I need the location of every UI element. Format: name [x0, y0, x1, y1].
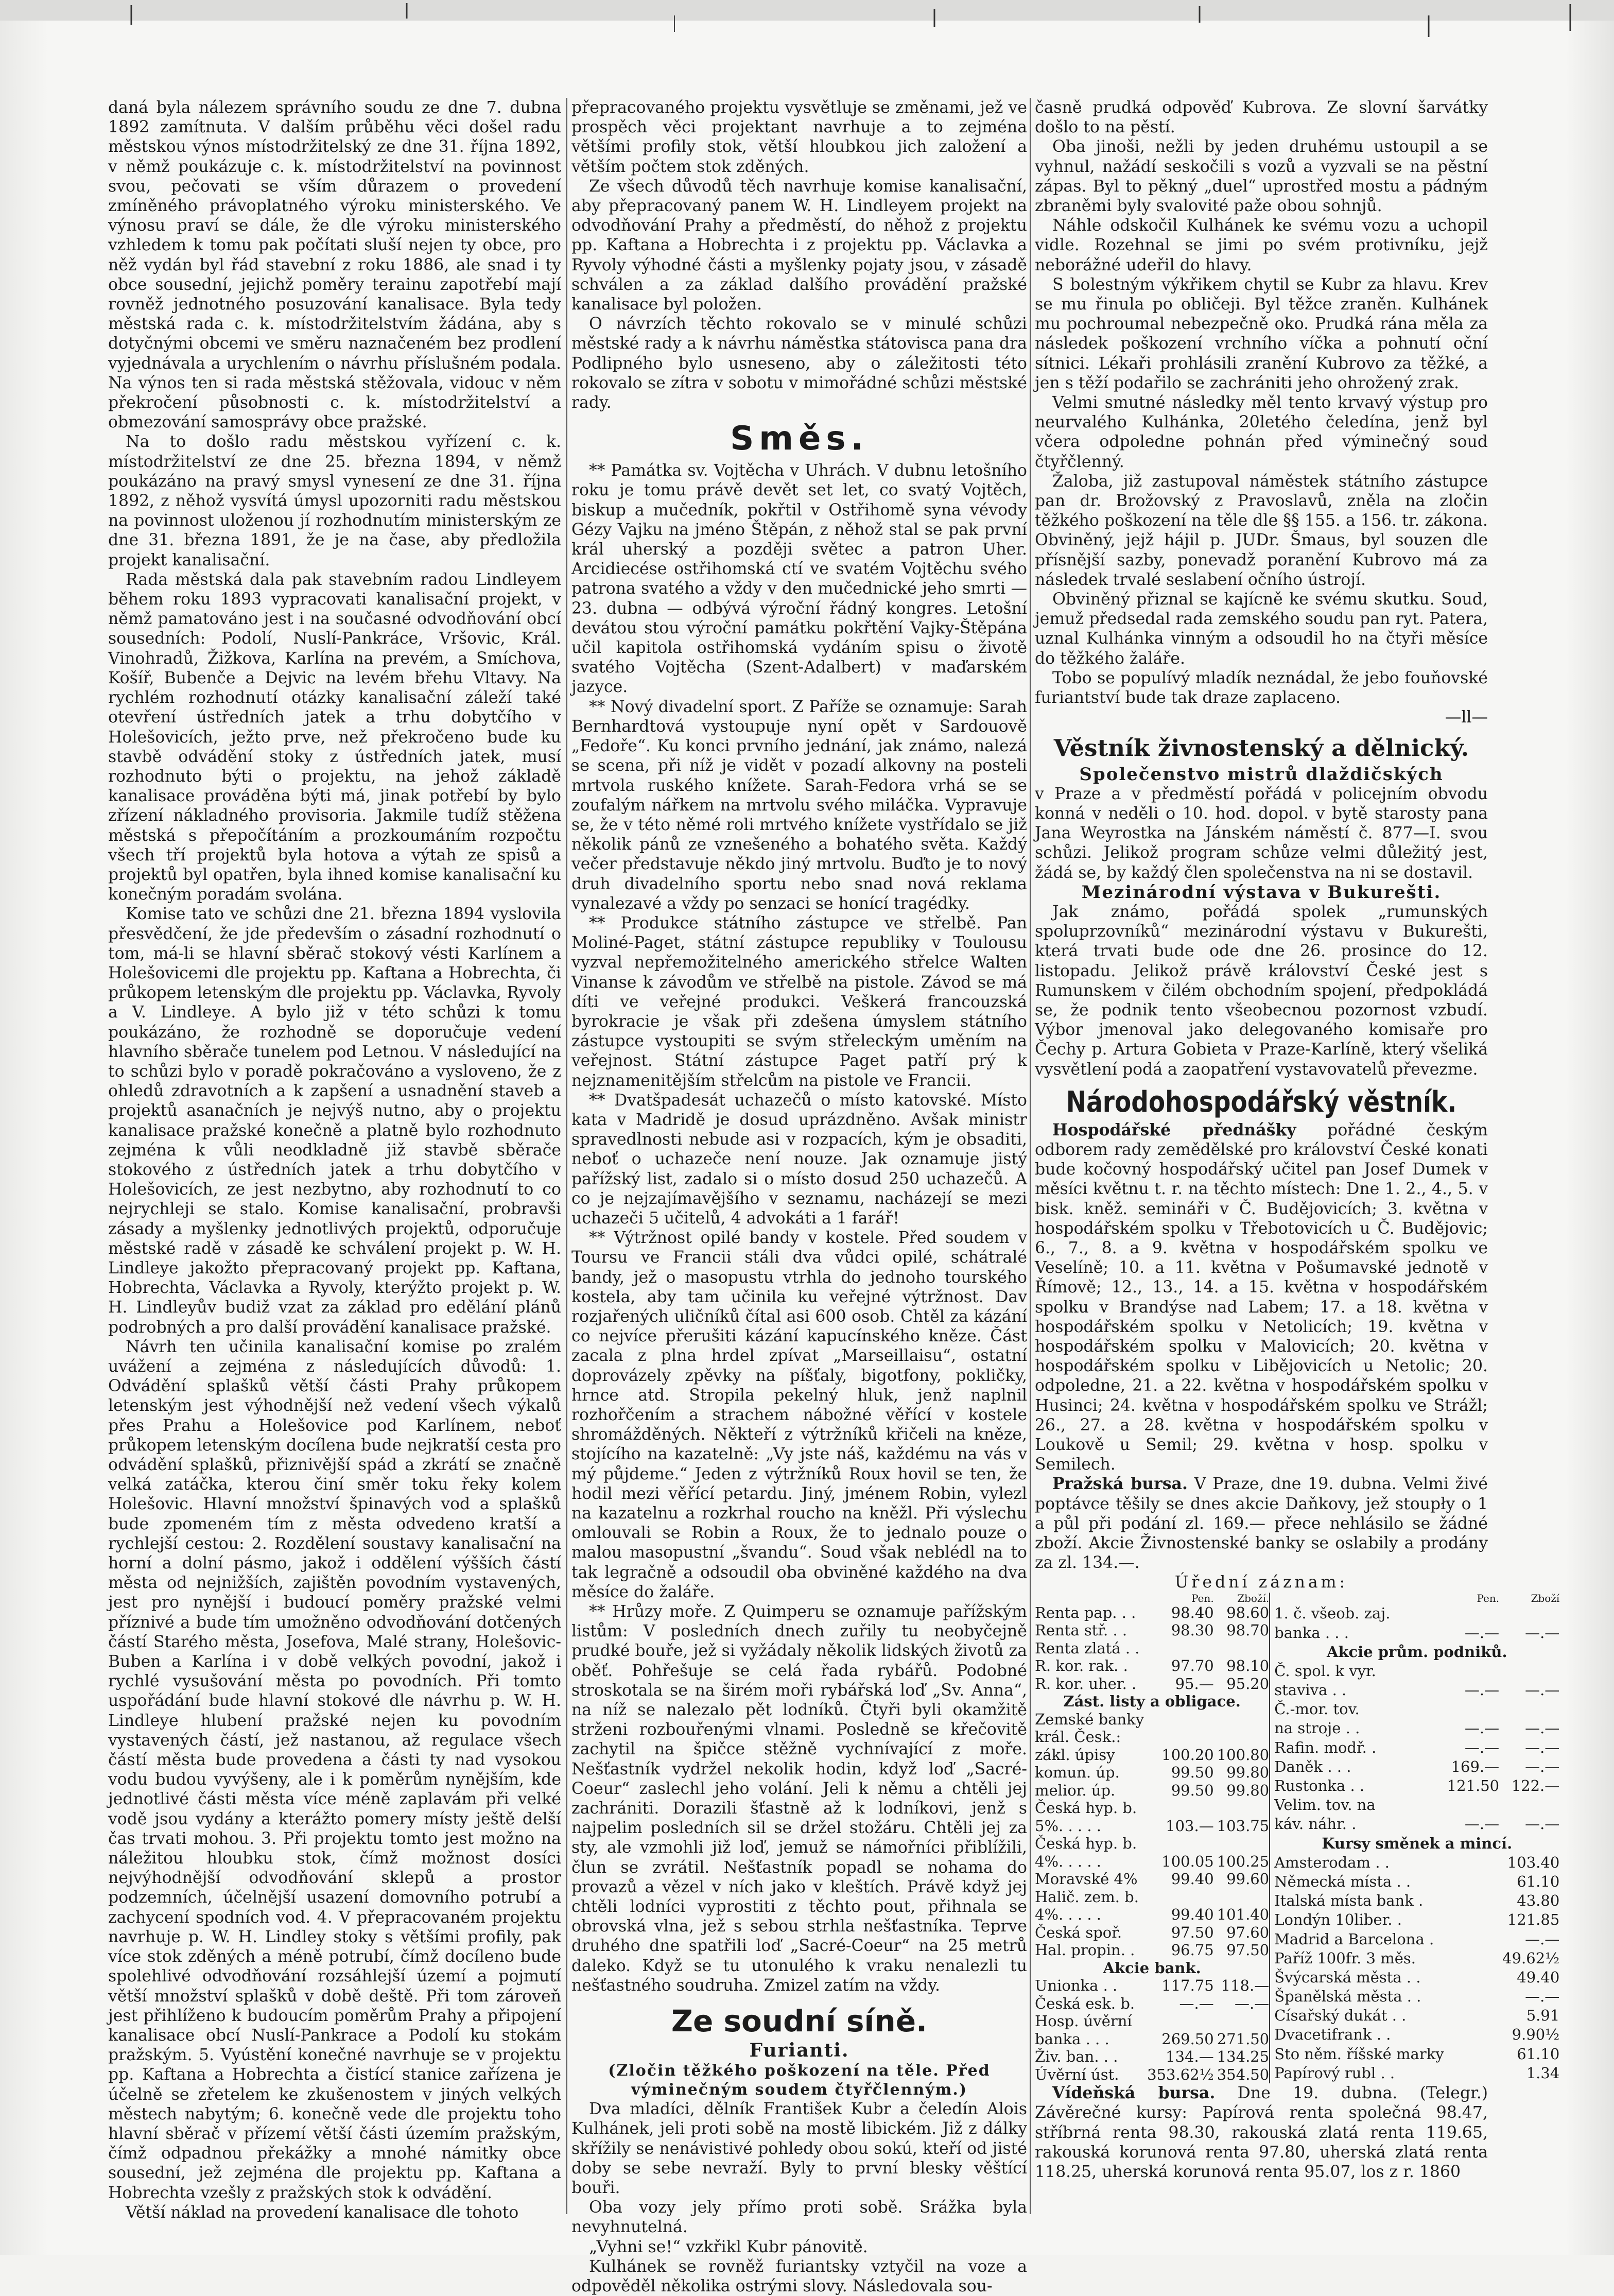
table-value-cell [1444, 1700, 1499, 1719]
table-label-cell: Živ. ban. . . [1035, 2048, 1118, 2066]
table-label-cell: R. kor. uher. . [1035, 1674, 1137, 1693]
table-value-cell: 98.30 [1171, 1621, 1214, 1639]
news-item: ** Výtržnost opilé bandy v kostele. Před soudem v Toursu ve Francii stáli dva vůdci opilé, schátralé bandy, jež o masopustu vtrhla do jednoho tourského kostela, aby tam učinila ku veřejné výtržnost. Dav rozjařených uličníků čítal asi 600 osob. Chtěl za kázání co nejvíce přerušiti kázání kapucínského kněze. Část zacala z plna hrdel zpívat „Marseillaisu“, ostatní doprovázely zpěvky na píšťaly, bigotfony, pokličky, hrnce atd. Stropila pekelný hluk, jenž naplnil rozhořčením a strachem nábožné věřící v kostele shromážděných. Někteří z výtržníků křičeli na kněze, stojícího na kazatelně: „Vy jste náš, každému na vás v mý půjdeme.“ Jeden z výtržníků Roux hovil se ten, že hodil mezi věřící petardu. Jiný, jménem Robin, vylezl na kazatelnu a rozkrhal roucho na kněžl. Při výslechu omlouvali se Robin a Roux, že to jednalo pouze o malou masopustní „švandu“. Soud však neblédl na to tak legračně a odsoudil oba obviněné každého na dva měsíce do žaláře. [571, 1229, 1027, 1601]
table-label-cell: Madrid a Barcelona . [1270, 1930, 1444, 1949]
scan-edge-marks [0, 0, 1614, 72]
column-1 [108, 98, 561, 2222]
table-row [1035, 2030, 1269, 2048]
table-value-cell: 99.40 [1171, 1906, 1214, 1924]
paragraph: časně prudká odpověď Kubrova. Ze slovní šarvátky došlo to na pěstí. [1035, 98, 1488, 137]
table-value-cell: 1.34 [1526, 2064, 1560, 2082]
table-row [1035, 1888, 1269, 1906]
table-label-cell: Rustonka . . [1270, 1777, 1444, 1796]
table-row [1270, 1949, 1559, 1969]
table-label-cell: Česká hyp. b. [1035, 1835, 1137, 1853]
table-value-cell: 61.10 [1517, 2045, 1560, 2063]
table-value-cell: —.— [1525, 1988, 1560, 2006]
table-label-cell: Zemské banky [1035, 1710, 1144, 1728]
table-value-cell: 134.25 [1217, 2048, 1270, 2066]
table-row [1270, 1815, 1559, 1834]
table-row [1035, 1621, 1269, 1639]
table-label-cell: Německá místa . . [1270, 1873, 1444, 1892]
table-row [1270, 1930, 1559, 1949]
table-value-cell: 100.25 [1217, 1852, 1270, 1870]
column-rule [1030, 98, 1031, 2214]
table-label-cell: Dvacetifrank . . [1270, 2026, 1444, 2045]
paragraph: Na to došlo radu městskou vyřízení c. k. místodržitelství ze dne 25. března 1894, v němž poukázáno na pravý smysl vynesení ze dne 31. října 1892, z něhož vysvítá úmysl upozorniti radu městskou na povinnost uloženou jí rozhodnutím ministerským ze dne 31. března 1891, že je na čase, aby předložila projekt kanalisační. [108, 433, 561, 569]
table-label-cell: staviva . . [1270, 1681, 1444, 1700]
table-row [1035, 1728, 1269, 1746]
column-rule [566, 98, 567, 2214]
table-row [1270, 1662, 1559, 1681]
table-label-cell: Renta pap. . . [1035, 1603, 1136, 1621]
article-subtitle: (Zločin těžkého poškození na těle. Před výminečným soudem čtyřčlenným.) [608, 2062, 991, 2099]
paragraph: Oba jinoši, nežli by jeden druhému ustoupil a se vyhnul, nažádí seskočili s vozů a vyzvali se na pěstní zápas. Byl to pěkný „duel“ uprostřed mostu a pádným zbraněmi byly svalovité paže obou sohnjů. [1035, 137, 1488, 216]
table-value-cell: 9.90½ [1512, 2026, 1560, 2044]
table-value-cell: —.— [1525, 1757, 1560, 1775]
table-row [1270, 1700, 1559, 1719]
table-label-cell: Česká esk. b. [1035, 1994, 1135, 2012]
table-row [1270, 1911, 1559, 1930]
table-row [1270, 1681, 1559, 1700]
table-value-cell: 49.40 [1517, 1968, 1560, 1986]
table-value-cell [1444, 1988, 1499, 2007]
table-row [1035, 1853, 1269, 1871]
table-label-cell: Renta stř. . . [1035, 1621, 1127, 1639]
table-value-cell: 95.— [1175, 1674, 1214, 1693]
table-label-cell: Č. spol. k vyr. [1270, 1662, 1444, 1681]
table-value-cell: 97.50 [1171, 1923, 1214, 1941]
price-table-left [1035, 1593, 1269, 2084]
table-value-cell: 61.10 [1517, 1872, 1560, 1890]
table-label-cell: 5%. . . . . [1035, 1817, 1101, 1835]
table-label-cell: Halič. zem. b. [1035, 1888, 1139, 1906]
table-value-cell: 98.70 [1226, 1621, 1270, 1639]
table-value-cell: 43.80 [1517, 1892, 1560, 1910]
author-signature: —ll— [1445, 708, 1488, 727]
table-title: Úřední záznam: [1174, 1573, 1348, 1592]
table-value-cell: 97.70 [1171, 1657, 1214, 1675]
table-row [1270, 1758, 1559, 1777]
paragraph: Návrh ten učinila kanalisační komise po zralém uvážení a zejména z následujících důvodů: 1. Odvádění splašků větší části Prahy průkopem letenským jest výhodnější než vedení všech výkalů přes Prahu a Holešovice pod Karlínem, neboť průkopem letenským docílena bude nejkratší cesta pro odvádění splašků, přiznivější spád a zkrátí se značně velká zatáčka, kterou činí směr toku řeky kolem Holešovic. Hlavní množství špinavých vod a splašků bude zpomeném tím z města odvedeno kratší a rychlejší cestou: 2. Rozdělení soustavy kanalisační na horní a dolní pásmo, jakož i oddělení výšších částí města od nejnižších, zajištěn povodním vystavených, jest pro nynější i budoucí poměry pražské velmi příznivé a bude tím umožněno odvodňování dotčených částí Starého města, Josefova, Malé strany, Holešovic-Buben a Karlína i v době velkých povodní, jakož i rychlé vysušování města po povodních. Při tomto uspořádání bude hlavní stokové dle návrhu p. W. H. Lindleye hlubení pražské nejen ku povodním vystavených částí, jež nastanou, až regulace všech částí města bude provedena a části ty nad vysokou vodu budou vyvýšeny, ale i k poměrům nynějším, kde jednotlivé části města více méně zaplavám při velké vodě jsou vydány a kterážto pomery místy ještě delší čas trvati mohou. 3. Při projektu tomto jest možno na náležitou hloubku stok, čímž možnost dosíci nejvýhodnější odvodňování sklepů a prostor podzemních, účelnější usazení domovního potrubí a zachycení spodních vod. 4. V přepracovaném projektu navrhuje p. W. H. Lindley stoky s většími profily, pak více stok zděných a méně potrubí, čímž docíleno bude spolehlivé odvodňování rozsáhlejší území a pojmutí větší množství splašků v době deště. Při tom zároveň jest přihlíženo k budoucím poměrům Prahy a připojení kanalisace obcí Nuslí-Pankrace a Podolí ku stokám pražským. 5. Vyústění konečné navrhuje se v projektu pp. Kaftana a Hobrechta a čistící stanice zařízena je účelně se zřetelem ke zkušenostem v jiných velkých městech nabytým; 6. konečně vede dle projektu toho hlavní sběrač v přízemí větší části územím pražským, čímž odpadnou překážky a mnohé námitky obce sousední, jež zejména dle projektu pp. Kaftana a Hobrechta vzešly z pražských stok k odvádění. [108, 1337, 561, 2202]
news-item: ** Hrůzy moře. Z Quimperu se oznamuje pařížským listům: V posledních dnech zuřily tu neobyčejně prudké bouře, jež si vyžádaly několik lidských životů za oběť. Pohřešuje se celá řada rybářů. Podobné stroskotala se na širém moři rybářská loď „Sv. Anna“, na níž se nalezalo pět lodníků. Čtyři byli okamžitě strženi rozbouřenými vlnami. Posledně se křečovitě zachytil na špičce stěžně vychnívající z moře. Nešťastník vydržel nekolik hodin, když loď „Sacré-Coeur“ zaslechl jeho volání. Jeli k němu a chtěli jej zachrániti. Dorazili šťastně až k lodníkovi, jenž s najpelim posledních sil se držel stožáru. Chtěli jej za sty, ale vzmohli již loď, jemuž se námořníci přiblížili, člun se zvrátil. Nešťastník popadl se nohama do provazů a vězel v ních jako v kleštích. Právě když jej chtěli lodníci vyprostiti z těchto pout, přihnala se obrovská vlna, jež s sebou strhla nešťastníka. Teprve druhého dne spatřili loď „Sacré-Coeur“ na 25 metrů daleko. Když se tu utonulého k vraku nenalezli tu nešťastného soudruha. Zmizel zatím na vždy. [571, 1602, 1027, 1995]
table-value-cell [1144, 1888, 1214, 1906]
table-value-cell [1144, 1835, 1214, 1853]
table-value-cell [1444, 2026, 1499, 2045]
table-label-cell: 1. č. všeob. zaj. [1270, 1604, 1444, 1624]
table-row [1270, 1988, 1559, 2007]
section-heading-soud: Ze soudní síně. [671, 2004, 928, 2039]
table-label-cell: Císařský dukát . . [1270, 2007, 1444, 2026]
table-label-cell: Renta zlatá . . [1035, 1639, 1140, 1657]
table-row [1035, 1959, 1269, 1977]
table-value-cell: 118.— [1221, 1977, 1270, 1995]
table-row [1035, 2012, 1269, 2030]
table-row [1035, 1799, 1269, 1817]
paragraph: Komise tato ve schůzi dne 21. března 1894 vyslovila přesvědčení, že jde především o zásadní rozhodnutí o tom, má-li se hlavní sběrač stokový vésti Karlínem a Holešovicemi dle projektu pp. Kaftana a Hobrechta, či průkopem letenským dle projektu pp. Václavka, Ryvoly a V. Lindleye. A bylo již v této schůzi k tomu poukázáno, že rozhodně se doporučuje vedení hlavního sběrače tunelem pod Letnou. V následující na to schůzi bylo v poradě pokračováno a vysloveno, že z ohledů zdravotních a k zapšení a usnadnění staveb a projektů asanačních je nejvýš nutno, aby o projektu kanalisace pražské konečně a platně bylo rozhodnuto zejména k vůli neodkladně již stavbě sběrače stokového z ústředních jatek a trhu dobytčího v Holešovicích, ze jest nezbytno, aby rozhodnutí to co nejrychleji se stalo. Komise kanalisační, probravši zásady a myšlenky jednotlivých projektů, odporučuje městské radě v zásadě ke schválení projekt p. W. H. Lindleye jakožto přepracovaný projekt pp. Kaftana, Hobrechta, Václavka a Ryvoly, kterýžto projekt p. W. H. Lindleyův budiž vzat za základ pro edělání plánů podrobných a pro další provádění kanalisace pražské. [108, 905, 561, 1337]
table-row [1035, 1817, 1269, 1835]
table-row [1035, 1764, 1269, 1782]
table-value-cell: 98.60 [1226, 1603, 1270, 1621]
table-row [1035, 1782, 1269, 1800]
table-row [1270, 1796, 1559, 1815]
table-value-cell [1144, 1728, 1214, 1746]
table-row [1270, 1854, 1559, 1873]
table-value-cell: 99.60 [1226, 1870, 1270, 1888]
table-value-cell [1214, 1728, 1269, 1746]
table-label-cell: Hal. propin. . [1035, 1941, 1135, 1959]
table-section-label: Zást. listy a obligace. [1063, 1693, 1241, 1711]
table-value-cell [1499, 1604, 1559, 1624]
table-value-cell: —.— [1525, 1719, 1560, 1737]
table-label-cell: banka . . . [1270, 1624, 1444, 1643]
table-value-cell [1144, 2012, 1214, 2030]
table-value-cell [1444, 1930, 1499, 1949]
table-row [1035, 1924, 1269, 1942]
table-value-cell: 100.80 [1217, 1746, 1270, 1764]
paragraph: Velmi smutné následky měl tento krvavý výstup pro neurvalého Kulhánka, 20letého čeledína, jenž byl včera odpoledne pohnán před výminečný soud čtyřčlenný. [1035, 393, 1488, 471]
table-value-cell: 100.20 [1161, 1746, 1214, 1764]
table-label-cell: Č.-mor. tov. [1270, 1700, 1444, 1719]
paragraph: Dva mladíci, dělník František Kubr a čeledín Alois Kulhánek, jeli proti sobě na mostě libickém. Již z dálky skřížily se nenávistivé pohledy obou sokú, kteří od jisté doby se sebe nevraží. Byly to první blesky věštící bouři. [571, 2100, 1027, 2197]
table-section-label: Akcie prům. podniků. [1270, 1643, 1559, 1662]
table-label-cell: Papírový rubl . . [1270, 2064, 1444, 2083]
table-label-cell: Úvěrní úst. [1035, 2065, 1119, 2083]
paragraph: v Praze a v předměstí pořádá v policejním obvodu konná v neděli o 10. hod. dopol. v bytě starosty pana Jana Weyrostka na Jánském náměstí č. 877—I. svou schůzi. Jelikož program schůze velmi důležitý jest, žádá se, by každý člen společenstva na ni se dostavil. [1035, 784, 1488, 882]
table-value-cell: 97.60 [1226, 1923, 1270, 1941]
table-value-cell [1214, 1888, 1269, 1906]
news-item: ** Produkce státního zástupce ve střelbě. Pan Moliné-Paget, státní zástupce republiky v Toulousu vyzval nepřemožitelného amerického střelce Walten Vinanse k závodům ve střelbě na pistole. Závod se má díti ve veřejné produkci. Veškerá francouzská byrokracie je však při zdešena úmyslem státního zástupce vystoupiti se svým střeleckým uměním na veřejnost. Státní zástupce Paget patří prý k nejznamenitějším střelcům na pistole ve Francii. [571, 913, 1027, 1090]
table-value-cell [1214, 1799, 1269, 1817]
table-value-cell [1444, 1969, 1499, 1988]
table-value-cell: 103.— [1166, 1817, 1214, 1835]
table-value-cell: 100.05 [1161, 1852, 1214, 1870]
paragraph: „Vyhni se!“ vzkřikl Kubr pánovitě. [589, 2237, 868, 2256]
table-label-cell: na stroje . . [1270, 1719, 1444, 1738]
table-value-cell [1444, 2064, 1499, 2083]
table-row [1035, 1870, 1269, 1888]
table-label-cell: zákl. úpisy [1035, 1746, 1115, 1764]
table-row [1035, 1977, 1269, 1995]
paragraph: Náhle odskočil Kulhánek ke svému vozu a uchopil vidle. Rozehnal se jimi po svém protivníku, jejž neborážné udeřil do hlavy. [1035, 216, 1488, 274]
table-label-cell: král. Česk.: [1035, 1728, 1121, 1746]
table-value-cell: —.— [1464, 1815, 1500, 1833]
table-value-cell: 99.80 [1226, 1781, 1270, 1799]
table-value-cell: —.— [1525, 1815, 1560, 1833]
table-value-cell [1144, 1799, 1214, 1817]
table-value-cell [1499, 1662, 1559, 1681]
article-title: Furianti. [749, 2040, 849, 2062]
paragraph: Kulhánek se rovněž furiantsky vztyčil na voze a odpověděl několika ostrými slovy. Následovala sou- [571, 2257, 1027, 2295]
table-row [1035, 1639, 1269, 1658]
table-section-label: Akcie bank. [1103, 1959, 1201, 1977]
table-row [1270, 2026, 1559, 2045]
table-label-cell: Španělská města . . [1270, 1988, 1444, 2007]
paragraph: Tobo se populívý mladík neznádal, že jebo fouňovské furiantství bude tak draze zaplaceno. [1035, 668, 1488, 707]
table-value-cell: 99.40 [1171, 1870, 1214, 1888]
table-row [1035, 2048, 1269, 2066]
news-item: ** Dvatšpadesát uchazečů o místo katovské. Místo kata v Madridě je dosud uprázdněno. Avšak ministr spravedlnosti nebude asi v rozpacích, kým je obsaditi, neboť o uchazeče není nouze. Jak oznamuje jistý pařížský list, zadalo si o místo dosud 250 uchazečů. A co je nejzajímavějšího v seznamu, nacházejí se mezi uchazeči 5 učitelů, 4 advokáti a 1 farář! [571, 1091, 1027, 1228]
price-tables [1035, 1592, 1560, 2084]
table-label-cell: Česká hyp. b. [1035, 1799, 1137, 1817]
table-value-cell [1444, 1873, 1499, 1892]
price-table-right [1269, 1593, 1559, 2084]
table-value-cell: 5.91 [1526, 2007, 1560, 2025]
lead-title: Pražská bursa. [1052, 1474, 1188, 1494]
table-value-cell: —.— [1464, 1738, 1500, 1756]
paragraph: přepracovaného projektu vysvětluje se změnami, jež ve prospěch věci projektant navrhuje a to zejména většími profily stok, větší hloubkou jich založení a větším počtem stok zděných. [571, 98, 1027, 176]
table-row [1270, 2045, 1559, 2064]
table-value-cell [1444, 1911, 1499, 1930]
table-value-cell: 354.50 [1217, 2065, 1270, 2083]
table-row [1270, 1892, 1559, 1911]
table-row [1270, 1739, 1559, 1758]
paragraph: Oba vozy jely přímo proti sobě. Srážka byla nevyhnutelná. [571, 2198, 1027, 2237]
table-value-cell [1499, 1700, 1559, 1719]
notice-title: Společenstvo mistrů dlaždičských [1079, 764, 1444, 785]
table-value-cell [1444, 2007, 1499, 2026]
table-header-cell: Zboží [1531, 1592, 1560, 1604]
lead-title: Hospodářské přednášky [1052, 1120, 1296, 1140]
paragraph: Obviněný přiznal se kajícně ke svému skutku. Soud, jemuž předsedal rada zemského soudu pan ryt. Patera, uznal Kulhánka vinným a odsoudil ho na čtyři měsíce do těžkého žaláře. [1035, 590, 1488, 668]
table-label-cell: Unionka . . [1035, 1977, 1118, 1995]
paragraph: S bolestným výkřikem chytil se Kubr za hlavu. Krev se mu řinula po obličeji. Byl těžce zraněn. Kulhánek mu pochroumal nebezpečně oko. Prudká rána měla za následek poškození vrchního víčka a pohnutí oční sítnici. Lékaři prohlásili zranění Kubrovo za těžké, a jen s těží podařilo se zachrániti jeho ohrožený zrak. [1035, 275, 1488, 392]
table-label-cell: 4%. . . . . [1035, 1906, 1101, 1924]
table-value-cell [1444, 1604, 1499, 1624]
table-value-cell: 49.62½ [1502, 1949, 1560, 1967]
paragraph: V Praze, dne 19. dubna. Velmi živé poptávce těšily se dnes akcie Daňkovy, jež stoupły o 1 a půl při podání zl. 169.— přece nehlásilo se žádné zboží. Akcie Živnostenské banky se oslabily a prodány za zl. 134.—. [1035, 1475, 1488, 1573]
paragraph: Ze všech důvodů těch navrhuje komise kanalisační, aby přepracovaný panem W. H. Lindleyem projekt na odvodňování Prahy a předměstí, do něhož z projektu pp. Kaftana a Hobrechta i z projektu pp. Václavka a Ryvoly výhodné části a myšlenky pojaty jsou, v zásadě schválen a za základ dalšího provádění pražské kanalisace byl položen. [571, 177, 1027, 314]
paragraph: Žaloba, již zastupoval náměstek státního zástupce pan dr. Brožovský z Pravoslavů, zněla na zločin těžkého poškození na těle dle §§ 155. a 156. tr. zákona. Obviněný, jejž hájil p. JUDr. Šmaus, byl souzen dle přísnější sazby, ponevadž poranění Kubrovo má za následek trvalé seslabení očního ústrojí. [1035, 472, 1488, 589]
table-row [1035, 2066, 1269, 2084]
table-row [1270, 1835, 1559, 1854]
table-row [1270, 2064, 1559, 2083]
news-item: ** Nový divadelní sport. Z Paříže se oznamuje: Sarah Bernhardtová vystoupuje nyní opět v Sardouově „Fedoře“. Ku konci prvního jednání, jak známo, nalezá se scena, při níž je vidět v pozadí alkovny na posteli mrtvola ruského knížete. Sarah-Fedora vrhá se se zoufalým nářkem na mrtvolu svého miláčka. Vypravuje se, že v této němé roli mrtvého knížete vystřídalo se již několik pánů ze vznešeného a bohatého světa. Každý večer představuje někdo jiný mrtvolu. Buďto je to nový druh divadelního sportu nebo snad nová reklama vynalezavé a vždy po senzaci se honící tragédky. [571, 697, 1027, 913]
table-row [1035, 1657, 1269, 1675]
table-label-cell: melior. úp. [1035, 1781, 1116, 1799]
table-value-cell: 101.40 [1217, 1906, 1270, 1924]
table-value-cell [1214, 1835, 1269, 1853]
table-value-cell: —.— [1464, 1624, 1500, 1642]
table-value-cell: —.— [1464, 1719, 1500, 1737]
table-row [1035, 1693, 1269, 1711]
table-row [1270, 1604, 1559, 1624]
table-row [1035, 1941, 1269, 1959]
table-label-cell: 4%. . . . . [1035, 1852, 1101, 1870]
table-value-cell [1214, 1711, 1269, 1729]
paragraph: Rada městská dala pak stavebním radou Lindleyem během roku 1893 vypracovati kanalisační projekt, v němž pamatováno jest i na současné odvodňování obcí sousedních: Podolí, Nuslí-Pankráce, Vršovic, Král. Vinohradů, Žižkova, Karlína na prevém, a Smíchova, Košíř, Bubenče a Dejvic na levém břehu Vltavy. Na rychlém rozhodnutí otázky kanalisační záleží také otevření ústředních jatek a trhu dobytčího v Holešovicích, ježto prve, než překročeno bude ku stavbě odvádění stoky z ústředních jatek, musí rozhodnuto býti o projektu, na jehož základě kanalisace prováděna býti má, jinak potřebí by bylo zřízení nákladného provisoria. Jakmile tudíž stěžena městská s přepočítáním a prozkoumáním rozpočtu všech tří projektů byla hotova a výtah ze spisů a projektů byl opatřen, byla ihned komise kanalisační ku konečným poradám svolána. [108, 570, 561, 904]
table-value-cell: —.— [1464, 1681, 1500, 1699]
table-value-cell [1499, 1796, 1559, 1815]
table-value-cell: 98.10 [1226, 1657, 1270, 1675]
column-2 [571, 98, 1027, 2295]
table-label-cell: Hosp. úvěrní [1035, 2012, 1132, 2030]
table-label-cell: Česká spoř. [1035, 1923, 1122, 1941]
table-value-cell: 97.50 [1226, 1941, 1270, 1959]
table-row [1270, 2007, 1559, 2026]
table-label-cell: Švýcarská města . . [1270, 1969, 1444, 1988]
news-item: ** Památka sv. Vojtěcha v Uhrách. V dubnu letošního roku je tomu právě devět set let, co svatý Vojtěch, biskup a mučedník, pokřtil v Ostřihomě syna vévody Gézy Vajku na jméno Štěpán, z něhož stal se pak první král uherský a později světec a patron Uher. Arcidiecése ostřihomská ctí ve svatém Vojtěchu svého patrona svatého a vždy v den mučednické jeho smrti — 23. dubna — odbývá výroční řádný kongres. Letošní devátou stou výroční památku pokřtění Vajky-Štěpána učil kapitola ostřihomská vydáním spisu o životě svatého Vojtěcha (Szent-Adalbert) v maďarském jazyce. [571, 461, 1027, 697]
table-value-cell: —.— [1525, 1930, 1560, 1948]
table-row [1270, 1624, 1559, 1643]
table-value-cell: 103.40 [1507, 1853, 1560, 1871]
table-label-cell: Velim. tov. na [1270, 1796, 1444, 1815]
table-row [1035, 1711, 1269, 1729]
table-label-cell: Londýn 10liber. . [1270, 1911, 1444, 1930]
table-row [1035, 1746, 1269, 1764]
table-value-cell: —.— [1525, 1624, 1560, 1642]
table-header-row [1035, 1593, 1269, 1604]
table-label-cell: Paříž 100fr. 3 měs. [1270, 1949, 1444, 1969]
section-heading-smes: Směs. [730, 420, 869, 458]
table-label-cell: káv. náhr. . [1270, 1815, 1444, 1834]
table-label-cell: R. kor. rak. . [1035, 1657, 1128, 1675]
table-value-cell: 269.50 [1161, 2030, 1214, 2048]
table-value-cell: 117.75 [1161, 1977, 1214, 1995]
paragraph: pořádné českým odborem rady zemědělské pro království České konati bude kočovný hospodářský učitel pan Josef Dumek v měsíci květnu t. r. na těchto místech: Dne 1. 2., 4., 5. v bisk. kněž. semináři v Č. Budějovicích; 3. května v hospodářském spolku v Třebotovicích u Č. Budějovic; 6., 7., 8. a 9. května v hospodářském spolku ve Veselíně; 10. a 11. května v Pošumavské jednotě v Římově; 12., 13., 14. a 15. května v hospodářském spolku v Brandýse nad Labem; 17. a 18. května v hospodářském spolku v Netolicích; 19. května v hospodářském spolku v Malovicích; 20. května v hospodářském spolku v Libějovicích u Netolic; 20. odpoledne, 21. a 22. května v hospodářském spolku v Husinci; 24. května v hospodářském spolku ve Strážl; 26., 27. a 28. května v hospodářském spolku v Loukově u Semil; 29. května v hosp. spolku v Semilech. [1035, 1120, 1488, 1474]
table-header-cell: Zboží. [1237, 1592, 1270, 1604]
table-value-cell: 121.85 [1507, 1911, 1560, 1929]
table-row [1270, 1777, 1559, 1796]
notice-title: Mezinárodní výstava v Bukurešti. [1081, 882, 1442, 903]
table-row [1035, 1995, 1269, 2013]
table-row [1035, 1675, 1269, 1693]
table-label-cell: Amsterodam . . [1270, 1854, 1444, 1873]
table-value-cell: 98.40 [1171, 1603, 1214, 1621]
table-section-label: Kursy směnek a mincí. [1270, 1835, 1559, 1854]
table-value-cell: 121.50 [1447, 1777, 1500, 1795]
table-label-cell: Moravské 4% [1035, 1870, 1138, 1888]
table-value-cell: —.— [1525, 1681, 1560, 1699]
table-value-cell [1444, 1796, 1499, 1815]
table-label-cell: Daněk . . . [1270, 1758, 1444, 1777]
table-value-cell: 99.50 [1171, 1764, 1214, 1782]
table-value-cell: 134.— [1166, 2048, 1214, 2066]
table-row [1035, 1604, 1269, 1622]
table-row [1270, 1719, 1559, 1738]
table-value-cell: —.— [1235, 1994, 1270, 2012]
paragraph: Dne 19. dubna. (Telegr.) Závěrečné kursy: Papírová renta společná 98.47, stříbrná renta 98.30, rakouská zlatá renta 119.65, rakouská korunová renta 97.80, uherská zlatá renta 118.25, uherská korunová renta 95.07, los z r. 1860 [1035, 2084, 1488, 2181]
table-value-cell: —.— [1179, 1994, 1214, 2012]
table-value-cell [1444, 1662, 1499, 1681]
table-label-cell: Sto něm. říšské marky [1270, 2045, 1444, 2064]
table-value-cell: 271.50 [1217, 2030, 1270, 2048]
table-row [1035, 1835, 1269, 1853]
table-header-cell: Pen. [1191, 1592, 1214, 1604]
table-value-cell [1444, 1949, 1499, 1969]
table-header-row [1270, 1593, 1559, 1605]
table-label-cell: Italská místa bank . [1270, 1892, 1444, 1911]
table-value-cell: 95.20 [1226, 1674, 1270, 1693]
section-heading-vestnik: Věstník živnostenský a dělnický. [1053, 734, 1469, 762]
table-value-cell: 103.75 [1217, 1817, 1270, 1835]
table-label-cell: komun. úp. [1035, 1764, 1120, 1782]
table-value-cell: 169.— [1451, 1757, 1500, 1775]
paragraph: Jak známo, pořádá spolek „rumunských spoluprzovníků“ mezinárodní výstavu v Bukurešti, která trvati bude ode dne 26. prosince do 12. listopadu. Jelikož právě království České jest s Rumunskem v čilém obchodním spojení, předpokládá se, že podnik tento všeobecnou pozornost vzbudí. Výbor jmenoval jako delegovaného komisaře pro Čechy p. Artura Gobieta v Praze-Karlíně, který všeliká vysvětlení podá a zaopatření vystavovatelů převezme. [1035, 902, 1488, 1079]
table-value-cell: 96.75 [1171, 1941, 1214, 1959]
lead-title: Vídeňská bursa. [1052, 2083, 1216, 2103]
table-row [1270, 1969, 1559, 1988]
paragraph: daná byla nálezem správního soudu ze dne 7. dubna 1892 zamítnuta. V dalším průběhu věci došel radu městskou výnos místodržitelský ze dne 31. října 1892, v němž poukázuje c. k. místodržitelství na povinnost svou, pečovati se vším důrazem o provedení zmíněného právoplatného výroku ministerského. Ve výnosu praví se dále, že dle výroku ministerského vzhledem k tomu pak počítati sluší nejen ty obce, pro něž vydán byl řád stavební z roku 1886, ale snad i ty obce sousední, jejichž poměry terainu zapotřebí mají rovněž jednotného posuzování kanalisace. Byla tedy městská rada c. k. místodržitelstvím žádána, aby s dotyčnými obcemi ve směru naznačeném bez prodlení vyjednávala a urychlením o návrhu příslušném podala. Na výnos ten si rada městská stěžovala, vidouc v něm překročení působnosti c. k. místodržitelství a obmezování samosprávy obce pražské. [108, 98, 561, 432]
table-header-cell: Pen. [1477, 1592, 1500, 1604]
table-value-cell [1444, 2045, 1499, 2064]
table-value-cell [1144, 1711, 1214, 1729]
table-value-cell [1444, 1892, 1499, 1911]
table-value-cell: —.— [1525, 1738, 1560, 1756]
table-label-cell: banka . . . [1035, 2030, 1109, 2048]
table-label-cell: Rafin. modř. . [1270, 1739, 1444, 1758]
table-row [1270, 1873, 1559, 1892]
table-value-cell [1444, 1854, 1499, 1873]
table-value-cell: 353.62½ [1147, 2065, 1214, 2083]
table-value-cell [1144, 1639, 1214, 1658]
table-value-cell [1214, 2012, 1269, 2030]
table-value-cell: 122.— [1511, 1777, 1560, 1795]
table-row [1270, 1643, 1559, 1662]
paragraph: O návrzích těchto rokovalo se v minulé schůzi městské rady a k návrhu náměstka státovisca pana dra Podlipného bylo usneseno, aby o záležitosti této rokovalo se zítra v sobotu v mimořádné schůzi městské rady. [571, 315, 1027, 412]
column-3 [1035, 98, 1560, 2209]
table-value-cell: 99.80 [1226, 1764, 1270, 1782]
table-value-cell [1214, 1639, 1269, 1658]
table-value-cell: 99.50 [1171, 1781, 1214, 1799]
section-heading-narodohospodarsky: Národohospodářský věstník. [1066, 1085, 1457, 1119]
paragraph: Větší náklad na provedení kanalisace dle tohoto [126, 2203, 519, 2222]
table-row [1035, 1906, 1269, 1924]
